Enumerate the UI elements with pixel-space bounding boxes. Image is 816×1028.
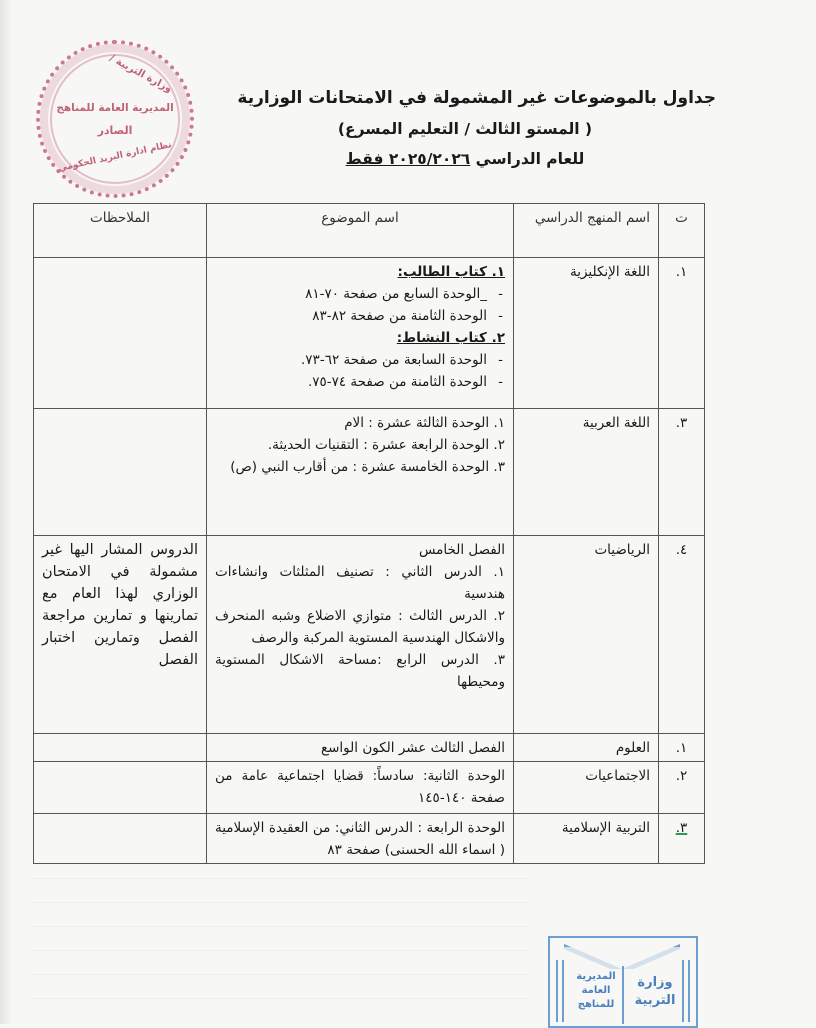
page-edge-shadow xyxy=(0,0,12,1024)
topic-item: - الوحدة الثامنة من صفحة ٨٢-٨٣ xyxy=(215,305,487,327)
topic-item: - الوحدة السابعة من صفحة ٦٢-٧٣. xyxy=(215,349,487,371)
row-subject: الاجتماعيات xyxy=(514,762,659,814)
row-topic xyxy=(207,258,514,409)
year-prefix: للعام الدراسي xyxy=(470,150,585,168)
stamp-outgoing-text: الصادر xyxy=(97,124,133,137)
row-topic xyxy=(207,536,514,734)
document-title-block xyxy=(200,88,730,168)
reverse-side-bleed-through xyxy=(30,860,530,1020)
logo-directorate-text: المديرية العامة للمناهج xyxy=(576,971,616,1010)
table-header-row xyxy=(34,204,705,258)
table-row xyxy=(34,409,705,536)
table-row xyxy=(34,734,705,762)
row-subject: التربية الإسلامية xyxy=(514,814,659,864)
row-subject: العلوم xyxy=(514,734,659,762)
topic-item: ٢. الدرس الثالث : متوازي الاضلاع وشبه المنحرف والاشكال الهندسية المستوية المركبة والرصف xyxy=(215,608,505,646)
section-heading: ٢. كتاب النشاط: xyxy=(396,330,505,346)
topic-list xyxy=(215,283,505,327)
header-subject: اسم المنهج الدراسي xyxy=(514,204,659,258)
topic-item: ٣. الوحدة الخامسة عشرة : من أقارب النبي (ص) xyxy=(230,459,505,475)
stamp-directorate-text: المديرية العامة للمناهج xyxy=(56,102,174,114)
topic-list xyxy=(215,349,505,393)
table-row xyxy=(34,536,705,734)
topic-item: - الوحدة الثامنة من صفحة ٧٤-٧٥. xyxy=(215,371,487,393)
logo-ministry-text: وزارة التربية xyxy=(634,975,676,1008)
row-subject: اللغة العربية xyxy=(514,409,659,536)
row-number: ٣. xyxy=(659,409,705,536)
excluded-topics-table xyxy=(33,203,705,864)
row-number xyxy=(659,814,705,864)
academic-year: ٢٠٢٥/٢٠٢٦ xyxy=(388,150,471,168)
row-notes xyxy=(34,762,207,814)
official-stamp xyxy=(36,40,194,198)
stamp-top-text: وزارة التربية / xyxy=(107,52,174,95)
book-page-edge-right xyxy=(682,960,690,1022)
table-row xyxy=(34,762,705,814)
row-notes xyxy=(34,814,207,864)
row-notes xyxy=(34,409,207,536)
year-suffix: فقط xyxy=(345,150,389,168)
row-notes xyxy=(34,734,207,762)
topic-item: ١. الدرس الثاني : تصنيف المثلثات وانشاءات هندسية xyxy=(215,564,505,602)
row-subject: اللغة الإنكليزية xyxy=(514,258,659,409)
document-title: جداول بالموضوعات غير المشمولة في الامتحانات الوزارية xyxy=(237,88,716,108)
row-subject: الرياضيات xyxy=(514,536,659,734)
topic-item: - _الوحدة السابع من صفحة ٧٠-٨١ xyxy=(215,283,487,305)
topic-item: ٢. الوحدة الرابعة عشرة : التقنيات الحديثة. xyxy=(267,437,505,453)
ministry-logo-stamp xyxy=(548,936,698,1028)
row-notes xyxy=(34,258,207,409)
stamp-bottom-text: نظام ادارة البريد الحكومي xyxy=(57,140,173,174)
document-subtitle: ( المستو الثالث / التعليم المسرع) xyxy=(337,120,593,138)
section-heading: ١. كتاب الطالب: xyxy=(397,264,505,280)
book-spine xyxy=(622,966,624,1024)
document-year-line xyxy=(200,150,730,168)
row-number: ٢. xyxy=(659,762,705,814)
header-notes: الملاحظات xyxy=(34,204,207,258)
header-topic: اسم الموضوع xyxy=(207,204,514,258)
row-number: ١. xyxy=(659,734,705,762)
row-topic: الوحدة الثانية: سادساً: قضايا اجتماعية عامة من صفحة ١٤٠-١٤٥ xyxy=(207,762,514,814)
row-topic: الوحدة الرابعة : الدرس الثاني: من العقيدة الإسلامية ( اسماء الله الحسنى) صفحة ٨٣ xyxy=(207,814,514,864)
chapter-intro: الفصل الخامس xyxy=(418,542,505,558)
table-row xyxy=(34,814,705,864)
row-number: ١. xyxy=(659,258,705,409)
topic-item: ١. الوحدة الثالثة عشرة : الام xyxy=(344,415,505,431)
header-num: ت xyxy=(659,204,705,258)
green-underline-mark: ٣. xyxy=(675,820,688,836)
row-topic xyxy=(207,409,514,536)
table-row xyxy=(34,258,705,409)
row-notes: الدروس المشار اليها غير مشمولة في الامتحان الوزاري لهذا العام مع تمارينها و تمارين مراجعة الفصل وتمارين اختبار الفصل xyxy=(34,536,207,734)
book-page-edge-left xyxy=(556,960,564,1022)
topic-item: ٣. الدرس الرابع :مساحة الاشكال المستوية ومحيطها xyxy=(215,652,505,690)
row-number: ٤. xyxy=(659,536,705,734)
row-topic: الفصل الثالث عشر الكون الواسع xyxy=(207,734,514,762)
